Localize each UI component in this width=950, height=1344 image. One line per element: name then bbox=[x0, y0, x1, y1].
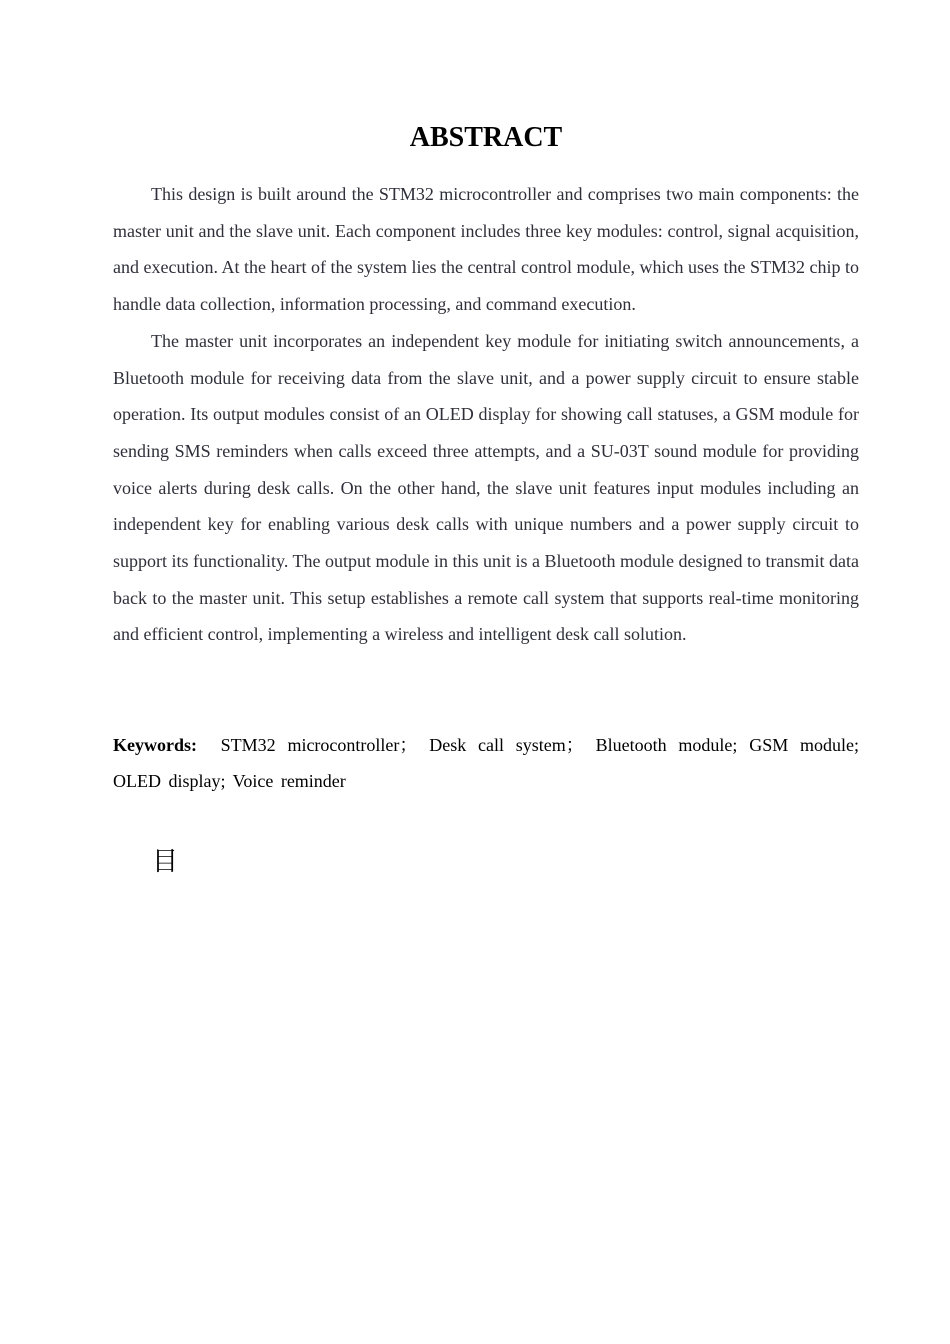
keywords-text: STM32 microcontroller； Desk call system； Bluetooth module; GSM module; OLED display; Voice reminder bbox=[113, 735, 860, 791]
keywords-label: Keywords: bbox=[113, 735, 197, 755]
keywords-line bbox=[113, 727, 859, 799]
abstract-paragraph-2: The master unit incorporates an independent key module for initiating switch announcements, a Bluetooth module for receiving data from the slave unit, and a power supply circuit to ensure stable operation. Its output modules consist of an OLED display for showing call statuses, a GSM module for sending SMS reminders when calls exceed three attempts, and a SU-03T sound module for providing voice alerts during desk calls. On the other hand, the slave unit features input modules including an independent key for enabling various desk calls with unique numbers and a power supply circuit to support its functionality. The output module in this unit is a Bluetooth module designed to transmit data back to the master unit. This setup establishes a remote call system that supports real-time monitoring and efficient control, implementing a wireless and intelligent desk call solution. bbox=[113, 330, 859, 645]
abstract-body bbox=[113, 176, 859, 653]
abstract-paragraph-1: This design is built around the STM32 microcontroller and comprises two main components: the master unit and the slave unit. Each component includes three key modules: control, signal acquisition, and execution. At the heart of the system lies the central control module, which uses the STM32 chip to handle data collection, information processing, and command execution. bbox=[113, 184, 859, 315]
abstract-title: ABSTRACT bbox=[409, 122, 563, 153]
toc-heading-glyph: 目 bbox=[152, 847, 179, 877]
